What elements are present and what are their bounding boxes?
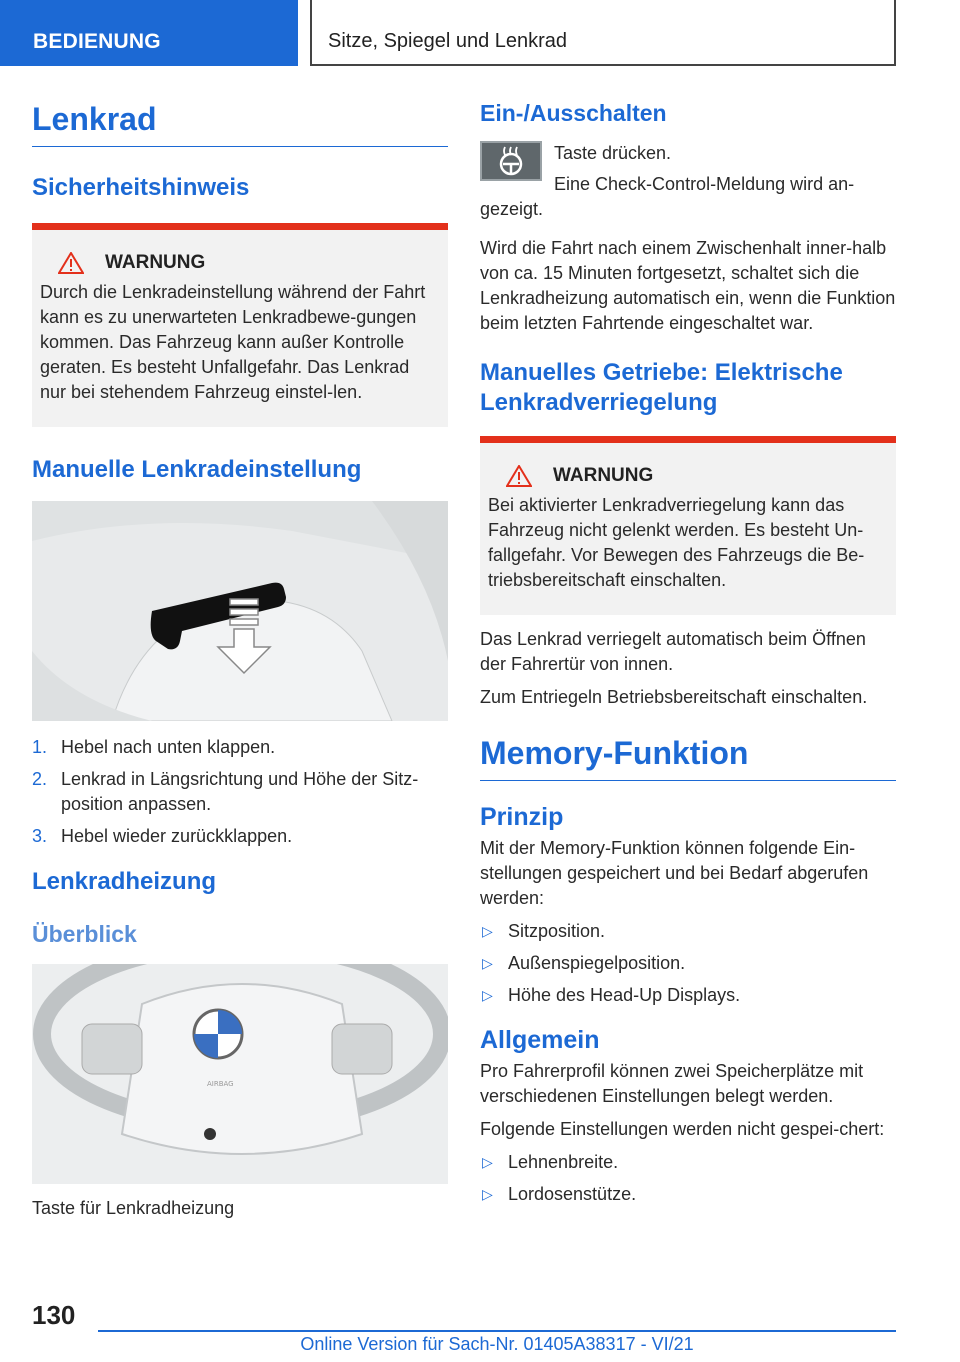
step-text: Lenkrad in Längsrichtung und Höhe der Sitz-position anpassen. (61, 769, 419, 815)
steering-lever-image (32, 501, 448, 721)
list-item (480, 951, 896, 976)
heading-manuelle-lenkradeinstellung: Manuelle Lenkradeinstellung (32, 456, 362, 484)
steering-lever-illustration (32, 501, 448, 721)
list-item (32, 824, 448, 849)
warning-box (32, 223, 448, 427)
page-footer (0, 1300, 960, 1362)
step-number: 2. (32, 769, 48, 790)
warning-header (40, 252, 440, 274)
steering-wheel-image (32, 964, 448, 1184)
bullet-triangle-icon: ▷ (482, 1186, 493, 1203)
steering-heating-button-icon (480, 141, 542, 181)
footer-divider (98, 1330, 896, 1332)
button-instruction (480, 141, 896, 222)
heading-ueberblick: Überblick (32, 921, 137, 948)
bullet-triangle-icon: ▷ (482, 923, 493, 940)
chapter-title: Sitze, Spiegel und Lenkrad (310, 0, 896, 66)
principle-text: Mit der Memory-Funktion können folgende Ein-stellungen gespeichert und bei Bedarf abgerufen werden: (480, 838, 869, 909)
section-tab: BEDIENUNG (0, 0, 298, 66)
heading-ein-ausschalten: Ein-/Ausschalten (480, 100, 667, 126)
left-column (32, 100, 448, 1221)
image-caption: Taste für Lenkradheizung (32, 1198, 235, 1219)
online-version-text: Online Version für Sach-Nr. 01405A38317 - VI/21 (300, 1334, 694, 1354)
auto-activation-text: Wird die Fahrt nach einem Zwischenhalt inner-halb von ca. 15 Minuten fortgesetzt, schaltet sich die Lenkradheizung automatisch ein, wenn die Funktion beim letzten Fahrtende eingeschaltet war. (480, 238, 896, 333)
list-item-text: Lehnenbreite. (508, 1152, 619, 1173)
list-item-text: Höhe des Head-Up Displays. (508, 985, 741, 1006)
list-item (480, 983, 896, 1008)
section-title-memory: Memory-Funktion (480, 734, 896, 781)
list-item-text: Sitzposition. (508, 921, 606, 942)
warning-text: Bei aktivierter Lenkradverriegelung kann das Fahrzeug nicht gelenkt werden. Es besteht Un-fallgefahr. Vor Bewegen des Fahrzeugs die Be-triebsbereitschaft einschalten. (488, 495, 865, 590)
not-saved-list (480, 1150, 896, 1207)
bullet-triangle-icon: ▷ (482, 1154, 493, 1171)
warning-box (480, 436, 896, 615)
step-text: Hebel nach unten klappen. (61, 737, 276, 758)
svg-text:AIRBAG: AIRBAG (207, 1080, 234, 1089)
bullet-triangle-icon: ▷ (482, 987, 493, 1004)
lock-text: Das Lenkrad verriegelt automatisch beim Öffnen der Fahrertür von innen. (480, 629, 866, 674)
page-number: 130 (32, 1300, 76, 1330)
right-column (480, 100, 896, 1214)
warning-triangle-icon (506, 465, 532, 487)
warning-label: WARNUNG (553, 465, 654, 486)
memory-items-list (480, 919, 896, 1008)
heading-lenkradheizung: Lenkradheizung (32, 868, 217, 896)
heading-prinzip: Prinzip (480, 803, 564, 832)
list-item (32, 735, 448, 760)
heading-allgemein: Allgemein (480, 1026, 600, 1055)
unlock-text: Zum Entriegeln Betriebsbereitschaft einschalten. (480, 687, 868, 707)
not-saved-intro: Folgende Einstellungen werden nicht gespei-chert: (480, 1119, 885, 1140)
heading-sicherheitshinweis: Sicherheitshinweis (32, 174, 250, 202)
press-instruction: Taste drücken. (554, 143, 672, 163)
warning-label: WARNUNG (105, 252, 206, 274)
warning-triangle-icon (58, 252, 84, 274)
heading-lenkradverriegelung: Manuelles Getriebe: Elektrische Lenkradverriegelung (480, 359, 843, 416)
warning-text: Durch die Lenkradeinstellung während der Fahrt kann es zu unerwarteten Lenkradbewe-gungen kommen. Das Fahrzeug kann außer Kontrolle geraten. Es besteht Unfallgefahr. Das Lenkrad nur bei stehendem Fahrzeug einstel-len. (40, 282, 426, 403)
step-number: 3. (32, 826, 48, 847)
bullet-triangle-icon: ▷ (482, 955, 493, 972)
check-control-text: Eine Check-Control-Meldung wird an-gezeigt. (480, 174, 855, 219)
page-header (0, 0, 960, 66)
general-text: Pro Fahrerprofil können zwei Speicherplätze mit verschiedenen Einstellungen belegt werden. (480, 1061, 864, 1107)
list-item (480, 919, 896, 944)
list-item-text: Lordosenstütze. (508, 1184, 637, 1205)
list-item-text: Außenspiegelposition. (508, 953, 686, 974)
section-title-lenkrad: Lenkrad (32, 100, 448, 147)
steering-wheel-illustration (32, 964, 448, 1184)
warning-header (488, 465, 888, 487)
list-item (480, 1182, 896, 1207)
list-item (480, 1150, 896, 1175)
list-item (32, 767, 448, 817)
adjustment-steps (32, 735, 448, 849)
step-number: 1. (32, 737, 48, 758)
step-text: Hebel wieder zurückklappen. (61, 826, 293, 847)
